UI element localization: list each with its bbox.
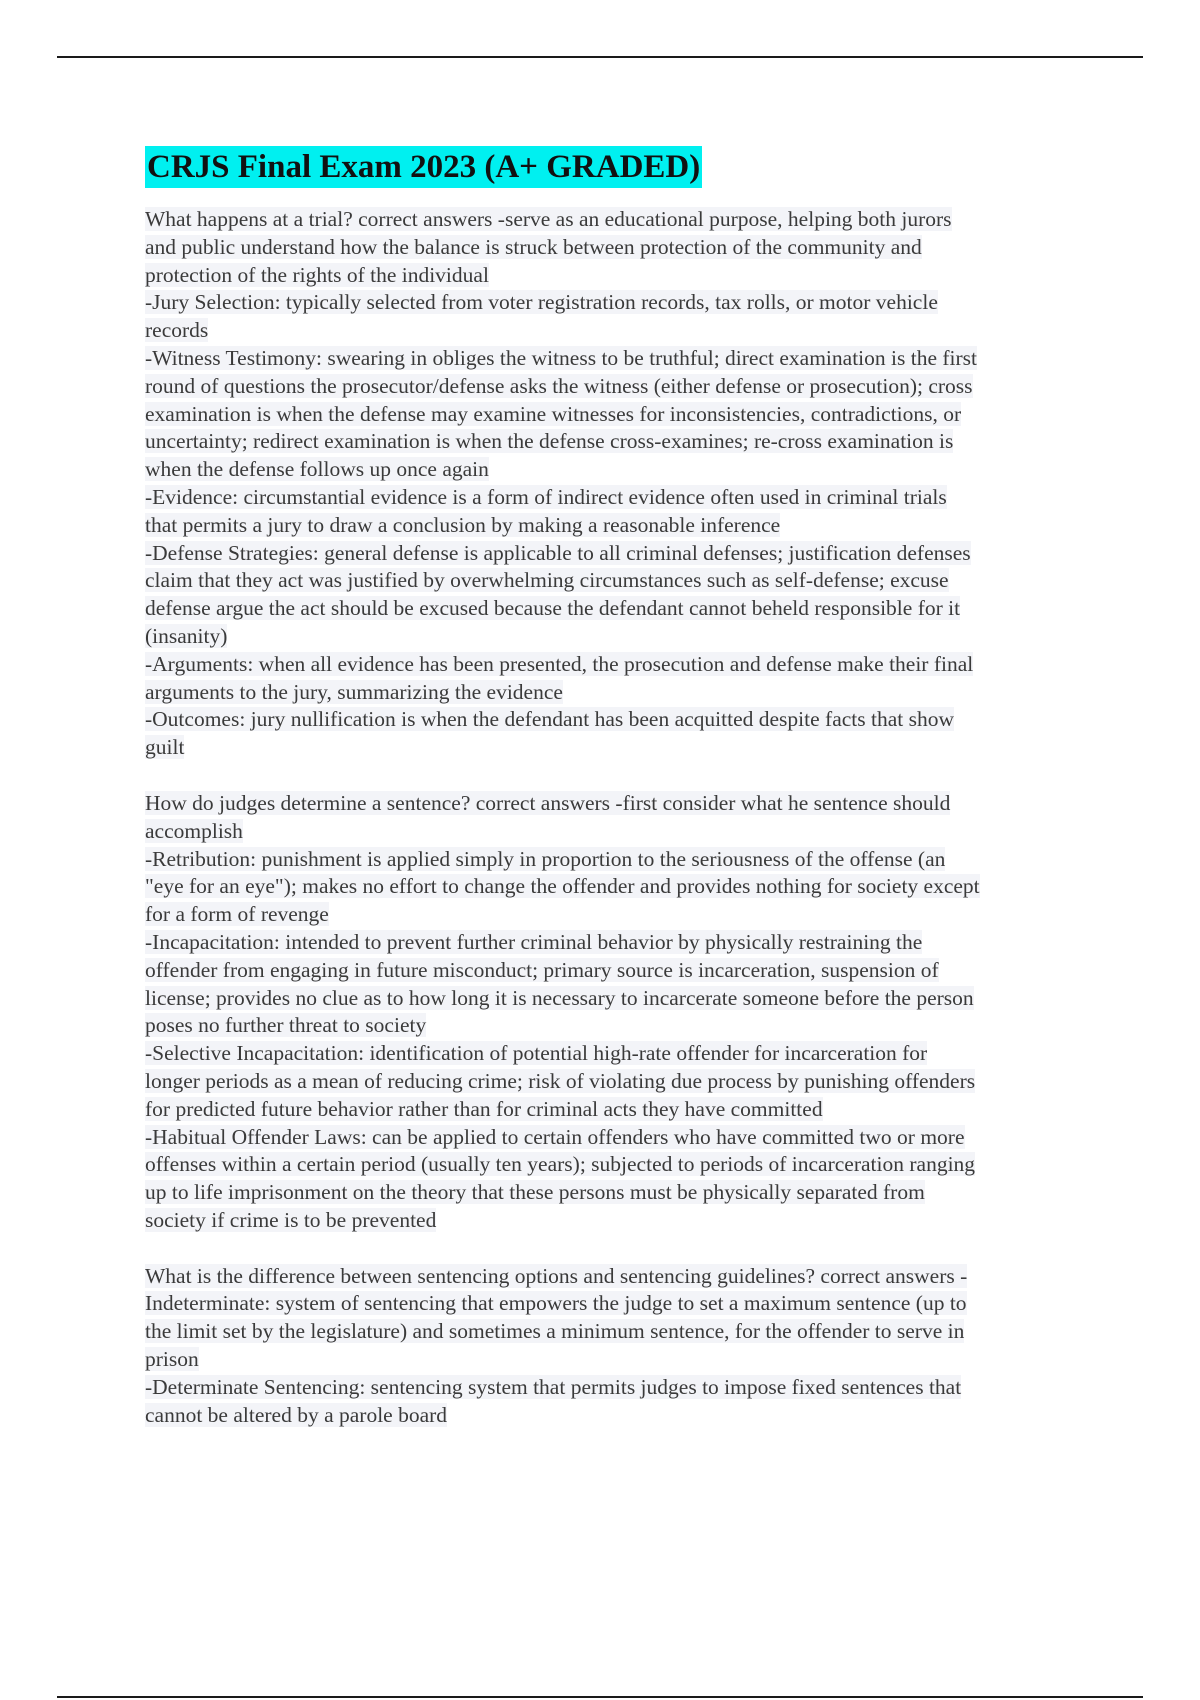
text-line xyxy=(145,289,1085,317)
text-line-content: -Retribution: punishment is applied simply in proportion to the seriousness of the offense (an xyxy=(145,846,946,871)
text-line xyxy=(145,623,1085,651)
text-line xyxy=(145,873,1085,901)
text-line xyxy=(145,512,1085,540)
text-line-content: Indeterminate: system of sentencing that empowers the judge to set a maximum sentence (up to xyxy=(145,1291,967,1316)
text-line-content: accomplish xyxy=(145,818,243,843)
text-line xyxy=(145,1318,1085,1346)
text-line xyxy=(145,234,1085,262)
text-line-content: "eye for an eye"); makes no effort to change the offender and provides nothing for society except xyxy=(145,874,980,899)
text-line xyxy=(145,1040,1085,1068)
qa-list xyxy=(145,206,1085,1429)
text-line-content: prison xyxy=(145,1347,199,1372)
text-line xyxy=(145,567,1085,595)
text-line xyxy=(145,345,1085,373)
qa-item xyxy=(145,206,1085,762)
footer-rule xyxy=(57,1696,1143,1698)
text-line xyxy=(145,373,1085,401)
text-line xyxy=(145,1151,1085,1179)
text-line xyxy=(145,734,1085,762)
text-line-content: -Defense Strategies: general defense is applicable to all criminal defenses; justification defenses xyxy=(145,540,971,565)
text-line xyxy=(145,957,1085,985)
text-line-content: when the defense follows up once again xyxy=(145,457,489,482)
text-line xyxy=(145,595,1085,623)
text-line xyxy=(145,428,1085,456)
text-line xyxy=(145,679,1085,707)
text-line xyxy=(145,1346,1085,1374)
text-line-content: society if crime is to be prevented xyxy=(145,1207,437,1232)
text-line xyxy=(145,401,1085,429)
qa-item xyxy=(145,1263,1085,1430)
text-line-content: and public understand how the balance is struck between protection of the community and xyxy=(145,234,922,259)
text-line-content: longer periods as a mean of reducing crime; risk of violating due process by punishing offenders xyxy=(145,1068,976,1093)
header-rule xyxy=(57,56,1143,58)
text-line xyxy=(145,1207,1085,1235)
text-line xyxy=(145,901,1085,929)
text-line-content: claim that they act was justified by overwhelming circumstances such as self-defense; excuse xyxy=(145,568,949,593)
text-line xyxy=(145,1374,1085,1402)
text-line-content: -Habitual Offender Laws: can be applied to certain offenders who have committed two or more xyxy=(145,1124,965,1149)
text-line-content: that permits a jury to draw a conclusion by making a reasonable inference xyxy=(145,512,781,537)
text-line-content: for predicted future behavior rather than for criminal acts they have committed xyxy=(145,1096,823,1121)
text-line xyxy=(145,1096,1085,1124)
text-line xyxy=(145,1402,1085,1430)
text-line xyxy=(145,1263,1085,1291)
text-line xyxy=(145,985,1085,1013)
text-line xyxy=(145,1179,1085,1207)
text-line-content: -Incapacitation: intended to prevent further criminal behavior by physically restraining the xyxy=(145,929,923,954)
text-line xyxy=(145,929,1085,957)
text-line-content: -Witness Testimony: swearing in obliges the witness to be truthful; direct examination is the first xyxy=(145,345,978,370)
text-line-content: offenses within a certain period (usually ten years); subjected to periods of incarceration ranging xyxy=(145,1152,976,1177)
text-line xyxy=(145,206,1085,234)
document-body xyxy=(145,146,1085,1457)
text-line xyxy=(145,818,1085,846)
text-line-content: -Arguments: when all evidence has been presented, the prosecution and defense make their final xyxy=(145,651,974,676)
text-line-content: up to life imprisonment on the theory that these persons must be physically separated from xyxy=(145,1180,925,1205)
text-line-content: -Determinate Sentencing: sentencing system that permits judges to impose fixed sentences that xyxy=(145,1374,962,1399)
qa-item xyxy=(145,790,1085,1235)
text-line-content: records xyxy=(145,318,209,343)
text-line-content: How do judges determine a sentence? correct answers -first consider what he sentence should xyxy=(145,790,951,815)
text-line-content: poses no further threat to society xyxy=(145,1013,427,1038)
text-line-content: uncertainty; redirect examination is when the defense cross-examines; re-cross examination is xyxy=(145,429,954,454)
text-line xyxy=(145,790,1085,818)
text-line xyxy=(145,262,1085,290)
text-line-content: -Outcomes: jury nullification is when the defendant has been acquitted despite facts that show xyxy=(145,707,955,732)
text-line-content: (insanity) xyxy=(145,623,228,648)
text-line xyxy=(145,846,1085,874)
text-line-content: guilt xyxy=(145,735,185,760)
text-line-content: defense argue the act should be excused because the defendant cannot beheld responsible for it xyxy=(145,596,961,621)
text-line-content: license; provides no clue as to how long it is necessary to incarcerate someone before the person xyxy=(145,985,974,1010)
text-line-content: What is the difference between sentencing options and sentencing guidelines? correct answers - xyxy=(145,1263,968,1288)
text-line xyxy=(145,706,1085,734)
text-line-content: cannot be altered by a parole board xyxy=(145,1402,448,1427)
text-line xyxy=(145,1012,1085,1040)
text-line-content: round of questions the prosecutor/defense asks the witness (either defense or prosecution); cross xyxy=(145,373,973,398)
text-line-content: protection of the rights of the individual xyxy=(145,262,489,287)
text-line-content: examination is when the defense may examine witnesses for inconsistencies, contradictions, or xyxy=(145,401,962,426)
text-line-content: arguments to the jury, summarizing the evidence xyxy=(145,679,563,704)
text-line xyxy=(145,540,1085,568)
text-line-content: What happens at a trial? correct answers -serve as an educational purpose, helping both jurors xyxy=(145,207,952,231)
text-line xyxy=(145,484,1085,512)
text-line-content: -Jury Selection: typically selected from voter registration records, tax rolls, or motor vehicle xyxy=(145,290,938,315)
text-line xyxy=(145,651,1085,679)
text-line-content: the limit set by the legislature) and sometimes a minimum sentence, for the offender to serve in xyxy=(145,1319,965,1344)
text-line xyxy=(145,1290,1085,1318)
text-line xyxy=(145,317,1085,345)
text-line-content: -Selective Incapacitation: identification of potential high-rate offender for incarceration for xyxy=(145,1041,928,1066)
text-line-content: for a form of revenge xyxy=(145,902,329,927)
document-title: CRJS Final Exam 2023 (A+ GRADED) xyxy=(145,146,702,188)
text-line xyxy=(145,1068,1085,1096)
text-line-content: offender from engaging in future misconduct; primary source is incarceration, suspension of xyxy=(145,957,939,982)
text-line xyxy=(145,456,1085,484)
text-line-content: -Evidence: circumstantial evidence is a form of indirect evidence often used in criminal trials xyxy=(145,484,947,509)
text-line xyxy=(145,1124,1085,1152)
